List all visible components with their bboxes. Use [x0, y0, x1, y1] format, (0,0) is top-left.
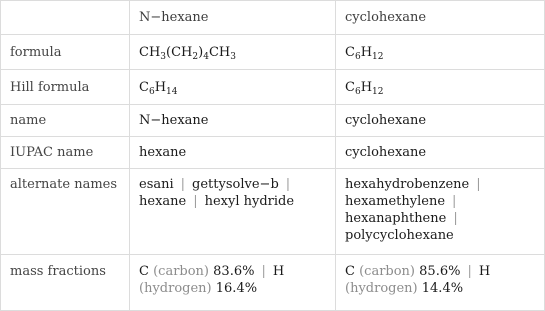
table-row — [1, 35, 545, 70]
table-row — [1, 255, 545, 311]
element-symbol: C — [139, 264, 149, 279]
table-row — [1, 105, 545, 137]
element-name: (carbon) — [153, 264, 210, 279]
element-name: (hydrogen) — [139, 281, 212, 296]
separator: | — [261, 264, 266, 279]
row-label-iupac-name: IUPAC name — [1, 137, 130, 169]
mass-fractions-n-hexane — [130, 255, 336, 311]
formula-text: ) — [198, 44, 204, 60]
separator: | — [452, 194, 457, 209]
hill-formula-n-hexane — [130, 70, 336, 105]
alternate-name: hexyl hydride — [204, 194, 295, 209]
formula-text: C — [345, 79, 355, 95]
mass-fraction-value: 85.6% — [419, 264, 461, 279]
formula-subscript: 3 — [230, 51, 236, 62]
alternate-name: hexanaphthene — [345, 211, 447, 226]
formula-text: C — [139, 79, 149, 95]
alternate-name: hexahydrobenzene — [345, 177, 470, 192]
table-row — [1, 169, 545, 255]
element-symbol: H — [478, 264, 491, 279]
row-label-alternate-names: alternate names — [1, 169, 130, 255]
separator: | — [180, 177, 186, 192]
row-label-mass-fractions: mass fractions — [1, 255, 130, 311]
formula-text: H — [360, 79, 373, 95]
element-name: (hydrogen) — [345, 281, 418, 296]
column-header-cyclohexane: cyclohexane — [336, 1, 545, 35]
alternate-name: hexamethylene — [345, 194, 446, 209]
table-row — [1, 137, 545, 169]
mass-fraction-value: 16.4% — [215, 281, 258, 296]
mass-fraction-value: 83.6% — [213, 264, 255, 279]
mass-fraction-value: 14.4% — [421, 281, 464, 296]
iupac-name-cyclohexane: cyclohexane — [336, 137, 545, 169]
alternate-name: hexane — [139, 194, 187, 209]
formula-cyclohexane — [336, 35, 545, 70]
alternate-name: polycyclohexane — [345, 228, 454, 243]
formula-subscript: 6 — [354, 86, 361, 97]
mass-fractions-cyclohexane — [336, 255, 545, 311]
element-symbol: C — [345, 264, 355, 279]
formula-subscript: 12 — [372, 86, 384, 97]
formula-text: C — [345, 44, 355, 60]
formula-subscript: 6 — [354, 51, 361, 62]
separator: | — [285, 177, 291, 192]
iupac-name-n-hexane: hexane — [130, 137, 336, 169]
table-row — [1, 70, 545, 105]
alternate-name: gettysolve−b — [192, 177, 279, 192]
formula-n-hexane — [130, 35, 336, 70]
name-n-hexane: N−hexane — [130, 105, 336, 137]
formula-subscript: 3 — [160, 51, 167, 62]
alternate-names-n-hexane — [130, 169, 336, 255]
formula-text: (CH — [166, 44, 193, 60]
row-label-hill-formula: Hill formula — [1, 70, 130, 105]
alternate-names-cyclohexane — [336, 169, 545, 255]
row-label-name: name — [1, 105, 130, 137]
formula-subscript: 6 — [148, 86, 155, 97]
formula-text: H — [360, 44, 373, 60]
separator: | — [453, 211, 458, 226]
element-symbol: H — [272, 264, 285, 279]
element-name: (carbon) — [359, 264, 416, 279]
formula-text: H — [154, 79, 167, 95]
row-label-formula: formula — [1, 35, 130, 70]
formula-subscript: 14 — [166, 86, 178, 97]
alternate-name: esani — [139, 177, 174, 192]
formula-subscript: 2 — [192, 51, 199, 62]
formula-text: CH — [139, 44, 161, 60]
separator: | — [476, 177, 481, 192]
corner-cell — [1, 1, 130, 35]
separator: | — [467, 264, 472, 279]
column-header-n-hexane: N−hexane — [130, 1, 336, 35]
name-cyclohexane: cyclohexane — [336, 105, 545, 137]
separator: | — [193, 194, 198, 209]
hill-formula-cyclohexane — [336, 70, 545, 105]
formula-subscript: 4 — [203, 51, 209, 62]
formula-subscript: 12 — [372, 51, 384, 62]
header-row — [1, 1, 545, 35]
formula-text: CH — [208, 44, 231, 60]
